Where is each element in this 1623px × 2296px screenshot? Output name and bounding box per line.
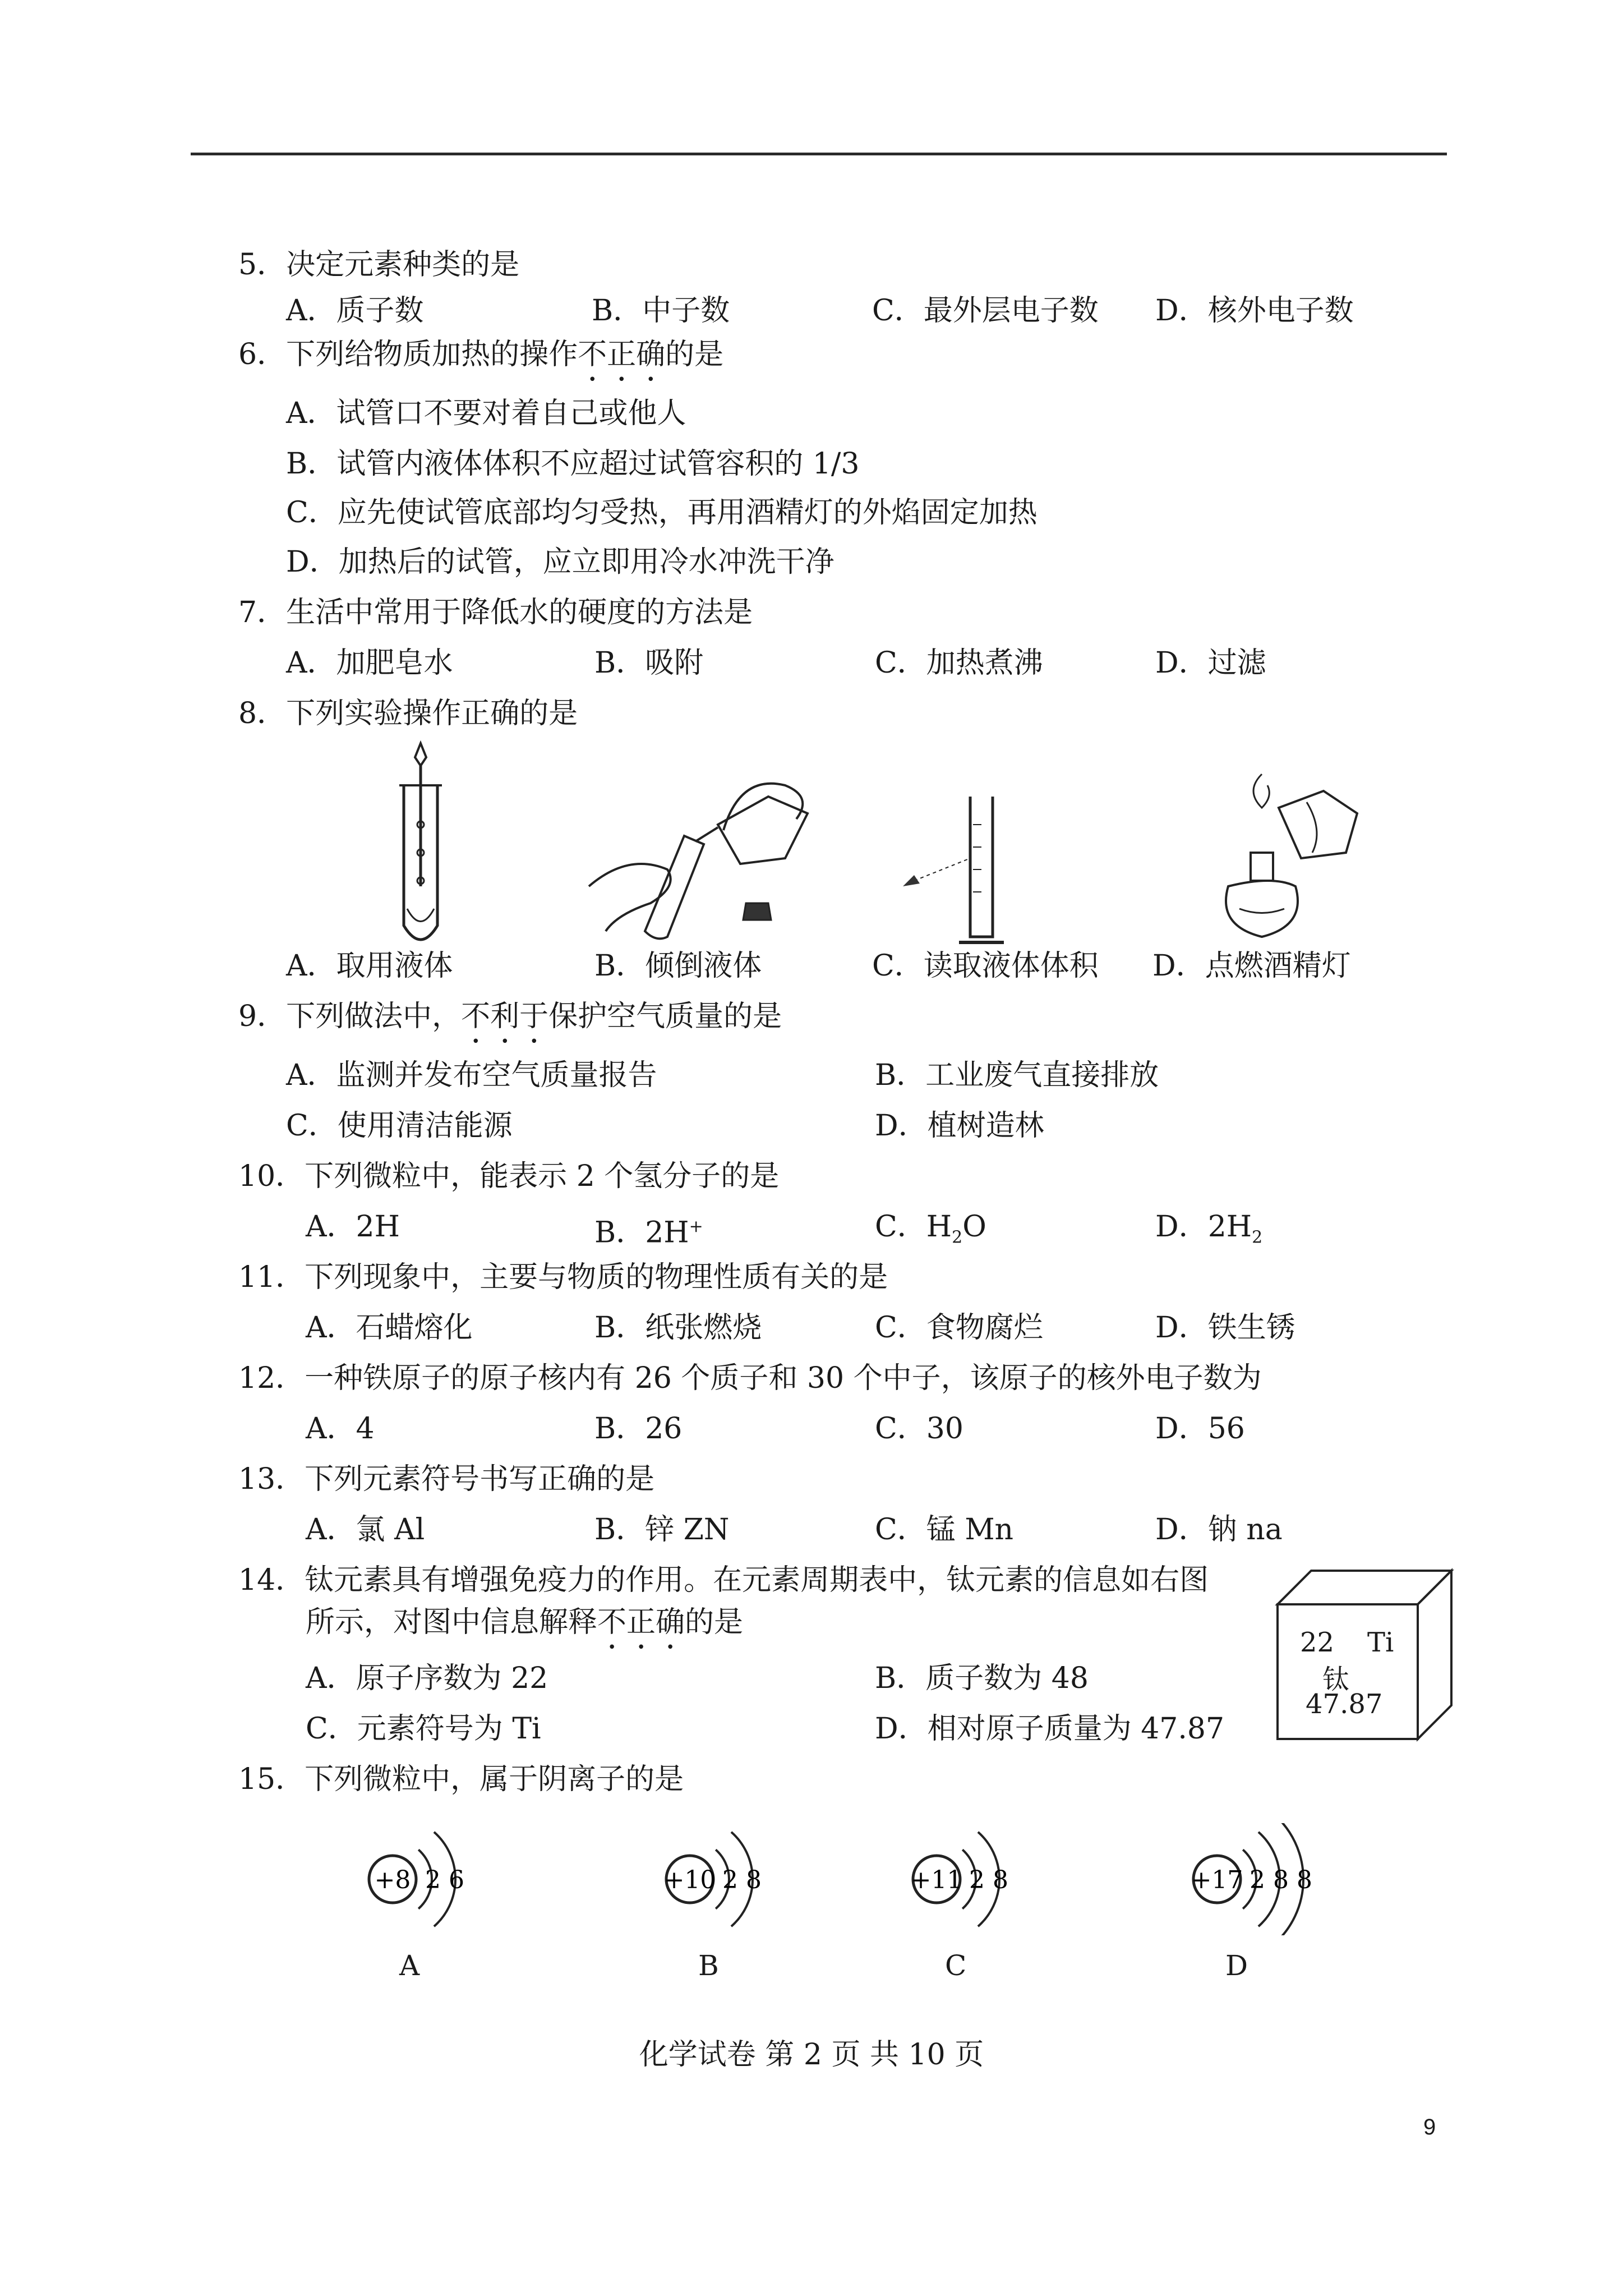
q12-option-b[interactable]: B．26 [594, 1412, 683, 1446]
q8-option-a[interactable]: A．取用液体 [286, 949, 453, 983]
q5-stem: 5．决定元素种类的是 [238, 248, 520, 282]
q13-option-a[interactable]: A．氯 Al [306, 1513, 425, 1547]
q6-option-b[interactable]: B．试管内液体体积不应超过试管容积的 1/3 [286, 447, 860, 481]
q15-stem: 15．下列微粒中，属于阴离子的是 [238, 1763, 684, 1796]
q10-option-a[interactable]: A．2H [306, 1210, 400, 1244]
q13-option-d[interactable]: D．钠 na [1155, 1513, 1283, 1547]
atom-label-b[interactable]: B [698, 1949, 719, 1982]
shell-electron-count: 8 [746, 1866, 762, 1894]
q10-stem: 10．下列微粒中，能表示 2 个氢分子的是 [238, 1159, 780, 1193]
atom-label-c[interactable]: C [945, 1949, 967, 1982]
shell-electron-count: 2 [969, 1866, 985, 1894]
q8-option-c[interactable]: C．读取液体体积 [872, 949, 1099, 983]
atom-structure-c [911, 1832, 1008, 1926]
q7-option-c[interactable]: C．加热煮沸 [875, 646, 1043, 680]
q5-option-b[interactable]: B．中子数 [592, 294, 730, 328]
q6-option-a[interactable]: A．试管口不要对着自己或他人 [286, 397, 686, 430]
q10-option-d[interactable]: D．$2H_2$ [1155, 1210, 1263, 1248]
q12-option-d[interactable]: D．56 [1155, 1412, 1245, 1446]
q14-stem-line2: 所示，对图中信息解释不正确的是 [306, 1605, 744, 1639]
q11-option-d[interactable]: D．铁生锈 [1155, 1311, 1295, 1345]
q10-option-b[interactable]: B．2H+ [594, 1216, 703, 1250]
q7-option-d[interactable]: D．过滤 [1155, 646, 1266, 680]
page-footer: 化学试卷 第 2 页 共 10 页 [639, 2038, 984, 2072]
q14-option-d[interactable]: D．相对原子质量为 47.87 [875, 1712, 1225, 1746]
q14-option-c[interactable]: C．元素符号为 Ti [306, 1712, 541, 1746]
q7-option-b[interactable]: B．吸附 [594, 646, 704, 680]
atom-label-d[interactable]: D [1225, 1949, 1248, 1982]
atom-diagrams [359, 1823, 1503, 1935]
emphasis-text: 不正确 [597, 1605, 685, 1639]
q5-option-a[interactable]: A．质子数 [286, 294, 424, 328]
q12-option-a[interactable]: A．4 [306, 1412, 375, 1446]
q13-stem: 13．下列元素符号书写正确的是 [238, 1462, 655, 1496]
graduated-cylinder-illustration [897, 791, 1043, 954]
header-rule [191, 153, 1447, 155]
nucleus-charge: +11 [910, 1866, 963, 1894]
emphasis-text: 不正确 [578, 338, 666, 371]
q6-stem: 6．下列给物质加热的操作不正确的是 [238, 338, 724, 371]
q13-option-c[interactable]: C．锰 Mn [875, 1513, 1014, 1547]
q9-option-c[interactable]: C．使用清洁能源 [286, 1109, 513, 1143]
q8-option-b[interactable]: B．倾倒液体 [594, 949, 762, 983]
q6-option-c[interactable]: C．应先使试管底部均匀受热，再用酒精灯的外焰固定加热 [286, 496, 1038, 530]
q11-option-b[interactable]: B．纸张燃烧 [594, 1311, 762, 1345]
element-symbol: Ti [1367, 1627, 1394, 1658]
shell-electron-count: 8 [1297, 1866, 1312, 1894]
q9-stem: 9．下列做法中，不利于保护空气质量的是 [238, 1000, 782, 1033]
q7-option-a[interactable]: A．加肥皂水 [286, 646, 453, 680]
q7-stem: 7．生活中常用于降低水的硬度的方法是 [238, 596, 753, 629]
atom-structure-d [1191, 1823, 1312, 1935]
nucleus-charge: +8 [374, 1866, 411, 1894]
element-number: 22 [1300, 1627, 1335, 1658]
page-number: 9 [1423, 2115, 1436, 2139]
q9-option-b[interactable]: B．工业废气直接排放 [875, 1059, 1159, 1092]
alcohol-lamp-illustration [1195, 769, 1368, 954]
shell-electron-count: 2 [1249, 1866, 1265, 1894]
shell-electron-count: 2 [425, 1866, 441, 1894]
q9-option-d[interactable]: D．植树造林 [875, 1109, 1044, 1143]
pouring-liquid-illustration [583, 763, 824, 948]
q11-option-c[interactable]: C．食物腐烂 [875, 1311, 1043, 1345]
q14-option-a[interactable]: A．原子序数为 22 [306, 1662, 548, 1695]
nucleus-charge: +10 [663, 1866, 716, 1894]
emphasis-text: 不利于 [461, 1000, 549, 1033]
shell-electron-count: 8 [1273, 1866, 1289, 1894]
q11-option-a[interactable]: A．石蜡熔化 [306, 1311, 473, 1345]
q13-option-b[interactable]: B．锌 ZN [594, 1513, 730, 1547]
nucleus-charge: +17 [1191, 1866, 1243, 1894]
atom-structure-a [369, 1832, 464, 1926]
q12-stem: 12．一种铁原子的原子核内有 26 个质子和 30 个中子，该原子的核外电子数为 [238, 1361, 1262, 1395]
shell-electron-count: 2 [722, 1866, 738, 1894]
atom-label-a[interactable]: A [399, 1949, 420, 1982]
q8-option-d[interactable]: D．点燃酒精灯 [1152, 949, 1351, 983]
q14-stem-line1: 14．钛元素具有增强免疫力的作用。在元素周期表中，钛元素的信息如右图 [238, 1563, 1209, 1597]
q5-option-d[interactable]: D．核外电子数 [1155, 294, 1354, 328]
q6-option-d[interactable]: D．加热后的试管，应立即用冷水冲洗干净 [286, 545, 834, 579]
q5-option-c[interactable]: C．最外层电子数 [872, 294, 1099, 328]
dropper-tube-illustration [387, 740, 454, 954]
q8-stem: 8．下列实验操作正确的是 [238, 697, 578, 730]
shell-electron-count: 8 [993, 1866, 1008, 1894]
q11-stem: 11．下列现象中，主要与物质的物理性质有关的是 [238, 1260, 888, 1294]
q14-option-b[interactable]: B．质子数为 48 [875, 1662, 1089, 1695]
q12-option-c[interactable]: C．30 [875, 1412, 963, 1446]
shell-electron-count: 6 [449, 1866, 464, 1894]
q10-option-c[interactable]: C．$H_2O$ [875, 1210, 986, 1248]
element-card-titanium [1272, 1565, 1457, 1745]
element-mass: 47.87 [1306, 1688, 1383, 1720]
element-name: 钛 [1322, 1664, 1350, 1695]
atom-structure-b [664, 1832, 762, 1926]
q9-option-a[interactable]: A．监测并发布空气质量报告 [286, 1059, 657, 1092]
